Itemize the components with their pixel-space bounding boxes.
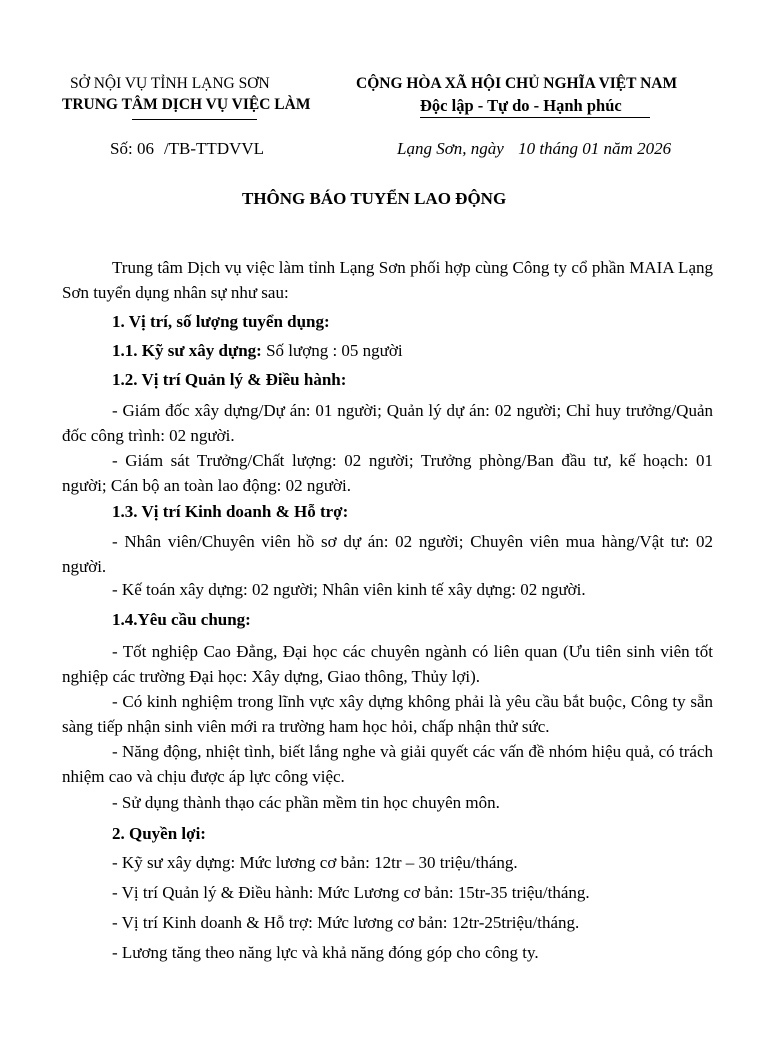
issuer-line1: SỞ NỘI VỤ TỈNH LẠNG SƠN xyxy=(70,75,270,92)
doc-number xyxy=(110,139,264,159)
motto-underline xyxy=(420,117,650,118)
section2-item-2: - Vị trí Quản lý & Điều hành: Mức Lương cơ bản: 15tr-35 triệu/tháng. xyxy=(112,883,590,902)
section12-item-1: - Giám đốc xây dựng/Dự án: 01 người; Quản lý dự án: 02 người; Chỉ huy trưởng/Quản đốc công trình: 02 người. xyxy=(62,401,713,445)
doc-number-suffix: /TB-TTDVVL xyxy=(163,139,265,158)
section2-item-1: - Kỹ sư xây dựng: Mức lương cơ bản: 12tr – 30 triệu/tháng. xyxy=(112,853,518,872)
section11-label: 1.1. Kỹ sư xây dựng: xyxy=(112,341,262,360)
doc-number-value: 06 xyxy=(136,139,154,158)
doc-number-prefix: Số: xyxy=(110,139,133,158)
nation-line1: CỘNG HÒA XÃ HỘI CHỦ NGHĨA VIỆT NAM xyxy=(356,75,678,92)
date-line xyxy=(397,139,671,159)
motto-line: Độc lập - Tự do - Hạnh phúc xyxy=(420,96,622,115)
issuer-line2: TRUNG TÂM DỊCH VỤ VIỆC LÀM xyxy=(62,96,311,113)
date-value: 10 tháng 01 năm 2026 xyxy=(518,139,672,158)
section2-item-4: - Lương tăng theo năng lực và khả năng đóng góp cho công ty. xyxy=(112,943,539,962)
section1-heading: 1. Vị trí, số lượng tuyển dụng: xyxy=(112,312,330,331)
doc-title: THÔNG BÁO TUYỂN LAO ĐỘNG xyxy=(242,189,507,208)
section11-value: Số lượng : 05 người xyxy=(261,341,403,360)
section2-heading: 2. Quyền lợi: xyxy=(112,824,206,843)
section14-item-3: - Năng động, nhiệt tình, biết lắng nghe và giải quyết các vấn đề nhóm hiệu quả, có trách nhiệm cao và chịu được áp lực công việc. xyxy=(62,742,713,786)
intro-paragraph: Trung tâm Dịch vụ việc làm tỉnh Lạng Sơn phối hợp cùng Công ty cổ phần MAIA Lạng Sơn tuyển dụng nhân sự như sau: xyxy=(62,258,713,302)
section14-item-2: - Có kinh nghiệm trong lĩnh vực xây dựng không phải là yêu cầu bắt buộc, Công ty sẵn sàng tiếp nhận sinh viên mới ra trường ham học hỏi, chấp nhận thử sức. xyxy=(62,692,713,736)
section13-item-1: - Nhân viên/Chuyên viên hồ sơ dự án: 02 người; Chuyên viên mua hàng/Vật tư: 02 người. xyxy=(62,532,713,576)
section14-heading: 1.4.Yêu cầu chung: xyxy=(112,610,251,629)
date-place: Lạng Sơn, ngày xyxy=(397,139,504,158)
issuer-underline xyxy=(132,119,257,120)
section14-item-1: - Tốt nghiệp Cao Đẳng, Đại học các chuyên ngành có liên quan (Ưu tiên sinh viên tốt nghiệp các trường Đại học: Xây dựng, Giao thông, Thủy lợi). xyxy=(62,642,713,686)
section13-item-2: - Kế toán xây dựng: 02 người; Nhân viên kinh tế xây dựng: 02 người. xyxy=(112,580,586,599)
section13-heading: 1.3. Vị trí Kinh doanh & Hỗ trợ: xyxy=(112,502,349,521)
section14-item-4: - Sử dụng thành thạo các phần mềm tin học chuyên môn. xyxy=(112,793,500,812)
section2-item-3: - Vị trí Kinh doanh & Hỗ trợ: Mức lương cơ bản: 12tr-25triệu/tháng. xyxy=(112,913,580,932)
section11-line xyxy=(112,341,403,361)
section12-item-2: - Giám sát Trưởng/Chất lượng: 02 người; Trưởng phòng/Ban đầu tư, kế hoạch: 01 người; Cán bộ an toàn lao động: 02 người. xyxy=(62,451,713,495)
section12-heading: 1.2. Vị trí Quản lý & Điều hành: xyxy=(112,370,347,389)
